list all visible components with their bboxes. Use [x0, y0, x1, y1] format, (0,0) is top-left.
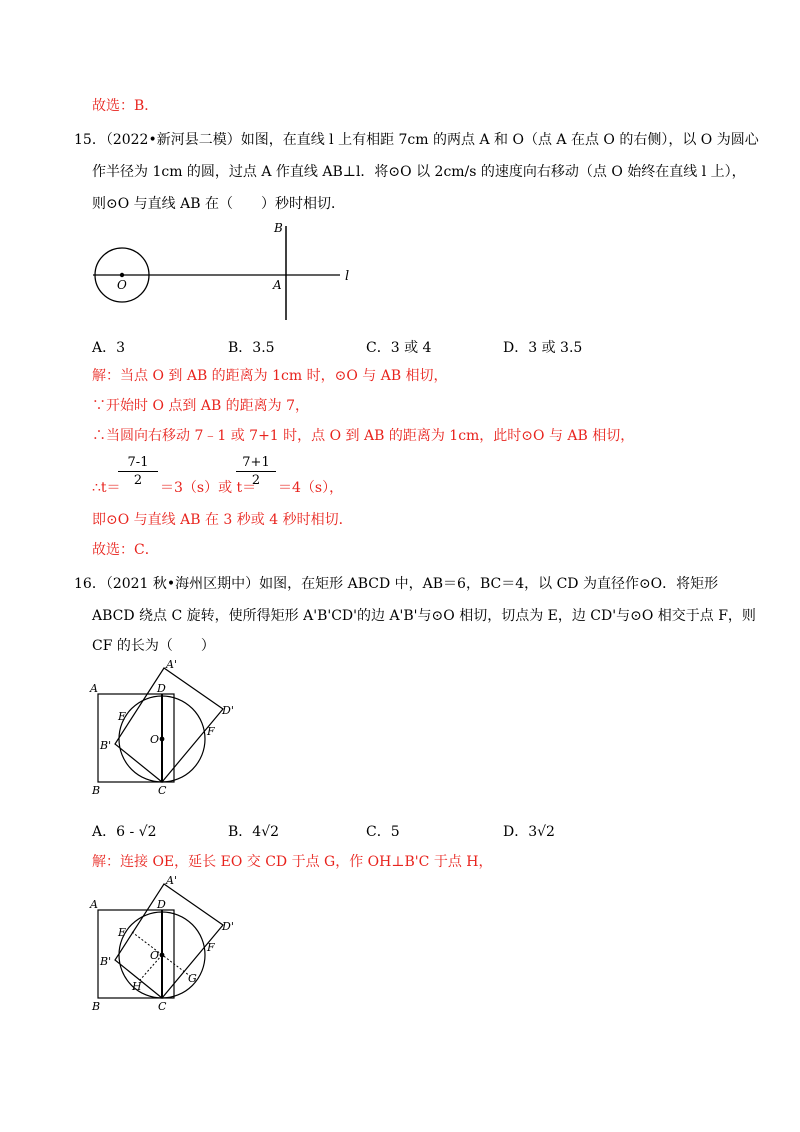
fraction-2-bar [236, 471, 276, 472]
fraction-1-numerator: 7-1 [127, 455, 149, 470]
label-e: E [118, 926, 127, 939]
q16-option-d: D．3√2 [503, 824, 555, 840]
q15-solution-4-prefix: ∴t＝ [92, 480, 121, 496]
center-o-dot [160, 737, 165, 742]
q16-line3: CF 的长为（ ） [92, 638, 215, 654]
label-d: D [157, 682, 166, 695]
q15-line2: 作半径为 1cm 的圆，过点 A 作直线 AB⊥l．将⊙O 以 2cm/s 的速度向右移动（点 O 始终在直线 l 上）， [92, 164, 746, 180]
label-b-prime: B' [100, 739, 112, 752]
label-O: O [117, 278, 127, 292]
fraction-1-bar [118, 471, 158, 472]
fraction-1-denominator: 2 [133, 473, 143, 488]
q15-figure [88, 216, 368, 326]
fraction-1 [118, 455, 158, 488]
label-o: O [150, 949, 160, 962]
q16-figure-2 [86, 872, 246, 1018]
label-f: F [207, 941, 215, 954]
label-B: B [274, 221, 283, 235]
label-g: G [188, 972, 197, 985]
label-c: C [158, 784, 167, 797]
label-d-prime: D' [222, 920, 234, 933]
q15-solution-3: ∴当圆向右移动 7﹣1 或 7+1 时，点 O 到 AB 的距离为 1cm，此时⊙O 与 AB 相切， [92, 428, 635, 444]
label-h: H [132, 980, 142, 993]
label-A: A [273, 278, 282, 292]
label-d-prime: D' [222, 704, 234, 717]
q15-option-b: B．3.5 [228, 340, 275, 356]
q15-solution-4-end: ＝4（s）， [278, 480, 344, 496]
q16-option-a: A．6 - √2 [92, 824, 157, 840]
label-a: A [90, 898, 98, 911]
q15-answer: 故选：C． [92, 542, 159, 558]
q15-line1: 15．（2022•新河县二模）如图，在直线 l 上有相距 7cm 的两点 A 和 O（点 A 在点 O 的右侧），以 O 为圆心 [74, 132, 759, 148]
q15-option-a: A．3 [92, 340, 126, 356]
label-l: l [345, 269, 350, 284]
label-d: D [157, 898, 166, 911]
label-a-prime: A' [166, 658, 177, 671]
label-c: C [158, 1000, 167, 1013]
label-b: B [92, 784, 101, 797]
q16-solution-1: 解：连接 OE，延长 EO 交 CD 于点 G，作 OH⊥B'C 于点 H， [92, 854, 493, 870]
label-b-prime: B' [100, 955, 112, 968]
q16-line1: 16．（2021 秋•海州区期中）如图，在矩形 ABCD 中，AB＝6，BC＝4，以 CD 为直径作⊙O．将矩形 [74, 576, 719, 592]
q15-option-d: D．3 或 3.5 [503, 340, 583, 356]
q15-solution-4-mid: ＝3（s）或 t＝ [160, 480, 257, 496]
label-o: O [150, 733, 160, 746]
q15-solution-2: ∵开始时 O 点到 AB 的距离为 7， [92, 398, 310, 414]
center-o-dot [160, 953, 165, 958]
fraction-2-numerator: 7+1 [242, 455, 270, 470]
q15-solution-5: 即⊙O 与直线 AB 在 3 秒或 4 秒时相切． [92, 512, 353, 528]
label-f: F [207, 725, 215, 738]
label-a: A [90, 682, 98, 695]
q16-line2: ABCD 绕点 C 旋转，使所得矩形 A'B'CD'的边 A'B'与⊙O 相切，切点为 E，边 CD'与⊙O 相交于点 F，则 [92, 608, 756, 624]
q15-solution-1: 解：当点 O 到 AB 的距离为 1cm 时，⊙O 与 AB 相切， [92, 368, 448, 384]
q16-option-b: B．4√2 [228, 824, 280, 840]
q15-option-c: C．3 或 4 [366, 340, 432, 356]
fraction-2-denominator: 2 [251, 473, 261, 488]
q16-option-c: C．5 [366, 824, 400, 840]
label-a-prime: A' [166, 874, 177, 887]
fraction-2 [236, 455, 276, 488]
label-b: B [92, 1000, 101, 1013]
label-e: E [118, 710, 127, 723]
q15-line3: 则⊙O 与直线 AB 在（ ）秒时相切． [92, 196, 345, 212]
prev-answer: 故选：B． [92, 98, 159, 114]
q16-figure-1 [86, 656, 246, 802]
